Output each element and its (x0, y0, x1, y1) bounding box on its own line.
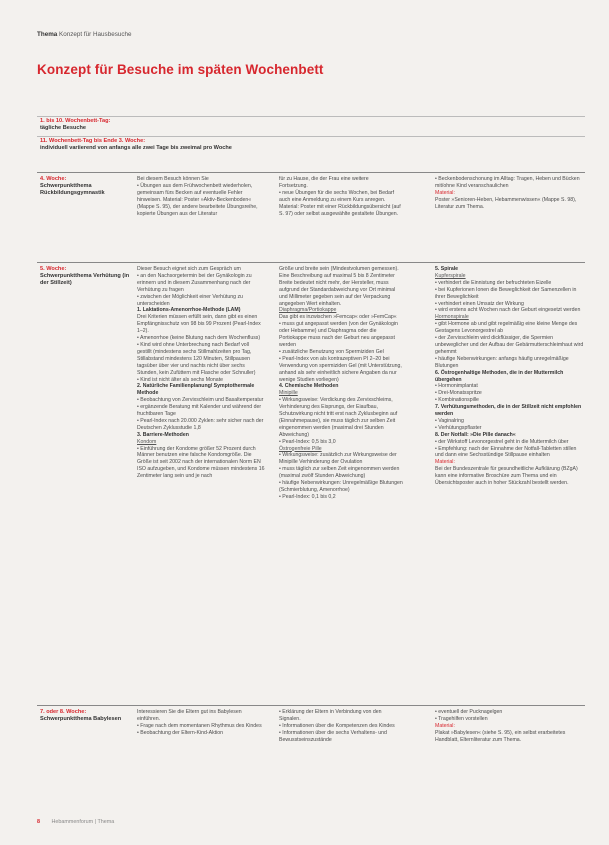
bullet-item: • zwischen der Möglichkeit einer Verhütung zu unterscheiden (137, 294, 265, 308)
bullet-item: • Beobachtung von Zervixschleim und Basaltemperatur (137, 397, 265, 404)
section-week-4 (37, 173, 585, 258)
subheading: 1. Laktations-Amenorrhoe-Methode (LAM) (137, 307, 241, 314)
page-number: 8 (37, 819, 40, 825)
bullet-item: • muss gut angepasst werden (von der Gynäkologin oder Hebamme) und Diaphragma oder die Portiokappe muss nach der Geburt neu angepasst werden (279, 321, 403, 349)
bullet-item: • Verhütungspflaster (435, 425, 585, 432)
period-range: 11. Wochenbett-Tag bis Ende 3. Woche: (40, 138, 146, 144)
bullet-item: • Einführung der Kondome größer 52 Prozent durch Männer benutzen eine falsche Kondomgröße. Die Größe ist seit 2002 nach der internationalen Norm EN ISO aufzugeben, und Kondome müssen mindestens 16 Zentimeter lang sein und je nach (137, 446, 265, 481)
bullet-item: • Pearl-Index nach 20.000 Zyklen: sehr sicher nach der Deutschen Zyklusstudie 1,8 (137, 418, 265, 432)
page-title: Konzept für Besuche im späten Wochenbett (37, 62, 324, 77)
text-line: Fortsetzung. (279, 182, 308, 189)
text-line: Material: (435, 722, 455, 729)
column-1 (137, 266, 265, 702)
bullet-item: • verhindert die Einnistung der befruchteten Eizelle (435, 280, 585, 287)
text-line: Bei diesem Besuch können Sie (137, 176, 209, 182)
text-line: Material: (435, 189, 455, 196)
bullet-item: • Frage nach dem momentanen Rhythmus des Kindes (137, 723, 265, 730)
section-label (40, 266, 132, 286)
column-3 (435, 176, 585, 256)
bullet-item: • eventuell der Pucknagelgen (435, 709, 585, 716)
bullet-item: • Kind wird ohne Unterbrechung nach Bedarf voll gestillt (mindestens sechs Stillmahlzeiten pro Tag, Stillabstand mindestens 120 Minuten, Stillpausen tagsüber über vier und nachts nicht über sechs Stunden, kein Zufüttern mit Flasche oder Schnuller) (137, 342, 265, 377)
bullet-item: • der Wirkstoff Levonorgestrel geht in die Muttermilch über (435, 439, 585, 446)
text-line: Bei der Bundeszentrale für gesundheitliche Aufklärung (BZgA) kann eine informative Broschüre zum Thema und ein Übersichtsposter auch in hoher Stückzahl bestellt werden. (435, 466, 578, 487)
text-line: für zu Hause, die der Frau eine weitere (279, 176, 369, 182)
text-line: Material: (435, 459, 455, 466)
bullet-item: • muss täglich zur selben Zeit eingenommen werden (maximal zwölf Stunden Abweichung) (279, 466, 403, 480)
column-1 (137, 709, 265, 783)
divider (37, 116, 585, 117)
bullet-item: • Pearl-Index: 0,1 bis 0,2 (279, 494, 403, 501)
subheading: 7. Verhütungsmethoden, die in der Stillzeit nicht empfohlen werden (435, 404, 582, 418)
header-label: Thema (37, 31, 58, 38)
text-line: Interessieren Sie die Eltern gut ins Babylesen einführen. (137, 709, 242, 722)
column-2 (279, 176, 403, 256)
column-1 (137, 176, 265, 256)
section-label (40, 709, 132, 723)
divider (37, 136, 585, 137)
subheading: 4. Chemische Methoden (279, 383, 339, 390)
column-2 (279, 266, 403, 702)
bullet-item: • Kind ist nicht älter als sechs Monate (137, 377, 265, 384)
text-line: Kupferspirale (435, 272, 466, 279)
text-line: Hormonspirale (435, 314, 469, 321)
text-line: Größe und breite sein (Mindestvolumen gemessen). Eine Beschreibung auf maximal 5 bis 8 Zentimeter Breite bedeutet nicht mehr, der Hersteller, muss aufgrund der Standardabweichung vor Ort minimal und Millimeter gegeben sein auf der Verpackung angegeben Wert einhalten. (279, 266, 399, 307)
running-header (37, 31, 132, 38)
section-topic: Schwerpunktthema Verhütung (in der Stillzeit) (40, 272, 130, 286)
bullet-item: • Pearl-Index: 0,5 bis 3,0 (279, 439, 403, 446)
bullet-item: • Tragehilfen vorstellen (435, 716, 585, 723)
section-week: 5. Woche: (40, 266, 67, 272)
bullet-item: • Beobachtung der Eltern-Kind-Aktion (137, 730, 265, 737)
bullet-item: • Informationen über die Kompetenzen des Kindes (279, 723, 403, 730)
bullet-item: • häufige Nebenwirkungen: anfangs häufig unregelmäßige Blutungen (435, 356, 585, 370)
section-topic: Schwerpunktthema Rückbildungsgymnastik (40, 182, 105, 196)
bullet-item: • ergänzende Beratung mit Kalender und während der fruchtbaren Tage (137, 404, 265, 418)
column-3 (435, 266, 585, 702)
bullet-item: • Wirkungsweise: Verdickung des Zervixschleims, Verhinderung des Eisprungs, der Eiaufbau, Schutzwirkung nicht tritt erst nach Zyklusbeginn auf (Einnahmepause), sie muss täglich zur selben Zeit eingenommen werden (maximal drei Stunden Abweichung) (279, 397, 403, 438)
subheading: 2. Natürliche Familienplanung/ Symptothermale Methode (137, 383, 255, 397)
text-line: Plakat »Babylesen« (siehe S. 95), ein selbst erarbeitetes Handblatt, Elternliteratur zum Thema. (435, 729, 566, 743)
bullet-item: • Erklärung der Eltern in Verbindung von den Signalen. (279, 709, 403, 723)
bullet-item: • Pearl-Index von als kontrazeptiven PI 2–20 bei Verwendung von spermiziden Gel (mit Unterstützung, anhand als sehr einheitlich sichere Angaben da nur wenige Studien vorliegen) (279, 356, 403, 384)
period-2 (40, 138, 280, 151)
bullet-item: • Hormonimplantat (435, 383, 585, 390)
bullet-item: • der Zervixschleim wird dickflüssiger, die Spermien unbeweglicher und der Aufbau der Gebärmutterschleimhaut wird gehemmt (435, 335, 585, 356)
journal-name: Hebammenforum | Thema (51, 819, 115, 825)
text-line: Dieser Besuch eignet sich zum Gespräch um (137, 266, 241, 272)
subheading: 3. Barriere-Methoden (137, 431, 189, 438)
bullet-item: • Beckenbodenschonung im Alltag: Tragen, Heben und Bücken mit/ohne Kind veranschaulichen (435, 176, 585, 190)
section-week: 7. oder 8. Woche: (40, 709, 87, 715)
text-line: Minipille (279, 390, 298, 397)
header-topic: Konzept für Hausbesuche (59, 31, 132, 38)
period-frequency: individuell variierend von anfangs alle zwei Tage bis zweimal pro Woche (40, 144, 232, 151)
text-line: Diaphragma/Portiokappe (279, 307, 337, 314)
bullet-item: • Empfehlung: nach der Einnahme der Notfall-Tabletten stillen und dann eine Sechsstündige Stillpause einhalten (435, 446, 585, 460)
bullet-item: • Wirkungsweise: zusätzlich zur Wirkungsweise der Minipille Verhinderung der Ovulation (279, 452, 403, 466)
bullet-item: • Übungen aus dem Frühwochenbett wiederholen, gemeinsam fürs Becken auf eventuelle Fehler hinweisen. Material: Poster »Aktiv-Beckenboden« (Mappe S. 95), der andere bearbeitete Übungsreihe, kopierte Übungen aus der Literatur (137, 183, 265, 218)
subheading: 5. Spirale (435, 266, 459, 272)
section-label (40, 176, 132, 196)
page-footer (37, 819, 114, 825)
bullet-item: • verhindert einen Umsatz der Wirkung (435, 301, 585, 308)
subheading: 6. Östrogenhaltige Methoden, die in der Muttermilch übergehen (435, 369, 564, 383)
bullet-item: • Kombinationspille (435, 397, 585, 404)
period-frequency: tägliche Besuche (40, 124, 87, 131)
bullet-item: • bei Kupferionen Ionen die Beweglichkeit der Samenzellen in ihrer Beweglichkeit (435, 287, 585, 301)
section-topic: Schwerpunktthema Babylesen (40, 715, 122, 722)
bullet-item: • häufige Nebenwirkungen: Unregelmäßige Blutungen (Schmierblutung, Amenorrhoe) (279, 480, 403, 494)
bullet-item: • Vaginalring (435, 418, 585, 425)
section-week-7-8 (37, 706, 585, 786)
column-2 (279, 709, 403, 783)
text-line: Drei Kriterien müssen erfüllt sein, dann gibt es einen Empfängnisschutz von 98 bis 99 Prozent (Pearl-Index 1–2). (137, 314, 261, 335)
text-line: Östrogenfreie Pille (279, 445, 322, 452)
bullet-item: • wird erstens acht Wochen nach der Geburt eingesetzt werden (435, 307, 585, 314)
bullet-item: • Drei-Monatsspritze (435, 390, 585, 397)
period-1 (40, 118, 110, 131)
bullet-item: • an den Nachsorgetermin bei der Gynäkologin zu erinnern und in diesem Zusammenhang nach der Verhütung zu fragen (137, 273, 265, 294)
bullet-item: • Informationen über die sechs Verhaltens- und Bewusstseinszustände (279, 730, 403, 744)
column-3 (435, 709, 585, 783)
section-week: 4. Woche: (40, 176, 67, 182)
period-range: 1. bis 10. Wochenbett-Tag: (40, 118, 111, 124)
text-line: Kondom (137, 438, 157, 445)
section-week-5 (37, 263, 585, 703)
bullet-item: • Amenorrhoe (keine Blutung nach dem Wochenfluss) (137, 335, 265, 342)
bullet-item: • zusätzliche Benutzung von Spermiziden Gel (279, 349, 403, 356)
bullet-item: • neue Übungen für die sechs Wochen, bei Bedarf auch eine Anmeldung zu einem Kurs anregen. Material: Poster mit einer Rückbildungsübersicht (auf S. 97) oder selbst ausgewählte gestaltete Übungen. (279, 190, 403, 218)
subheading: 8. Der Notfall: »Die Pille danach« (435, 431, 516, 438)
bullet-item: • gibt Hormone ab und gibt regelmäßig eine kleine Menge des Gestagens Levonorgestrel ab (435, 321, 585, 335)
text-line: Poster »Senioren-Heben, Hebammenwissen« (Mappe S. 98), Literatur zum Thema. (435, 196, 577, 210)
text-line: Das gibt es inzwischen »Femcap« oder »FemCap« (279, 314, 397, 321)
